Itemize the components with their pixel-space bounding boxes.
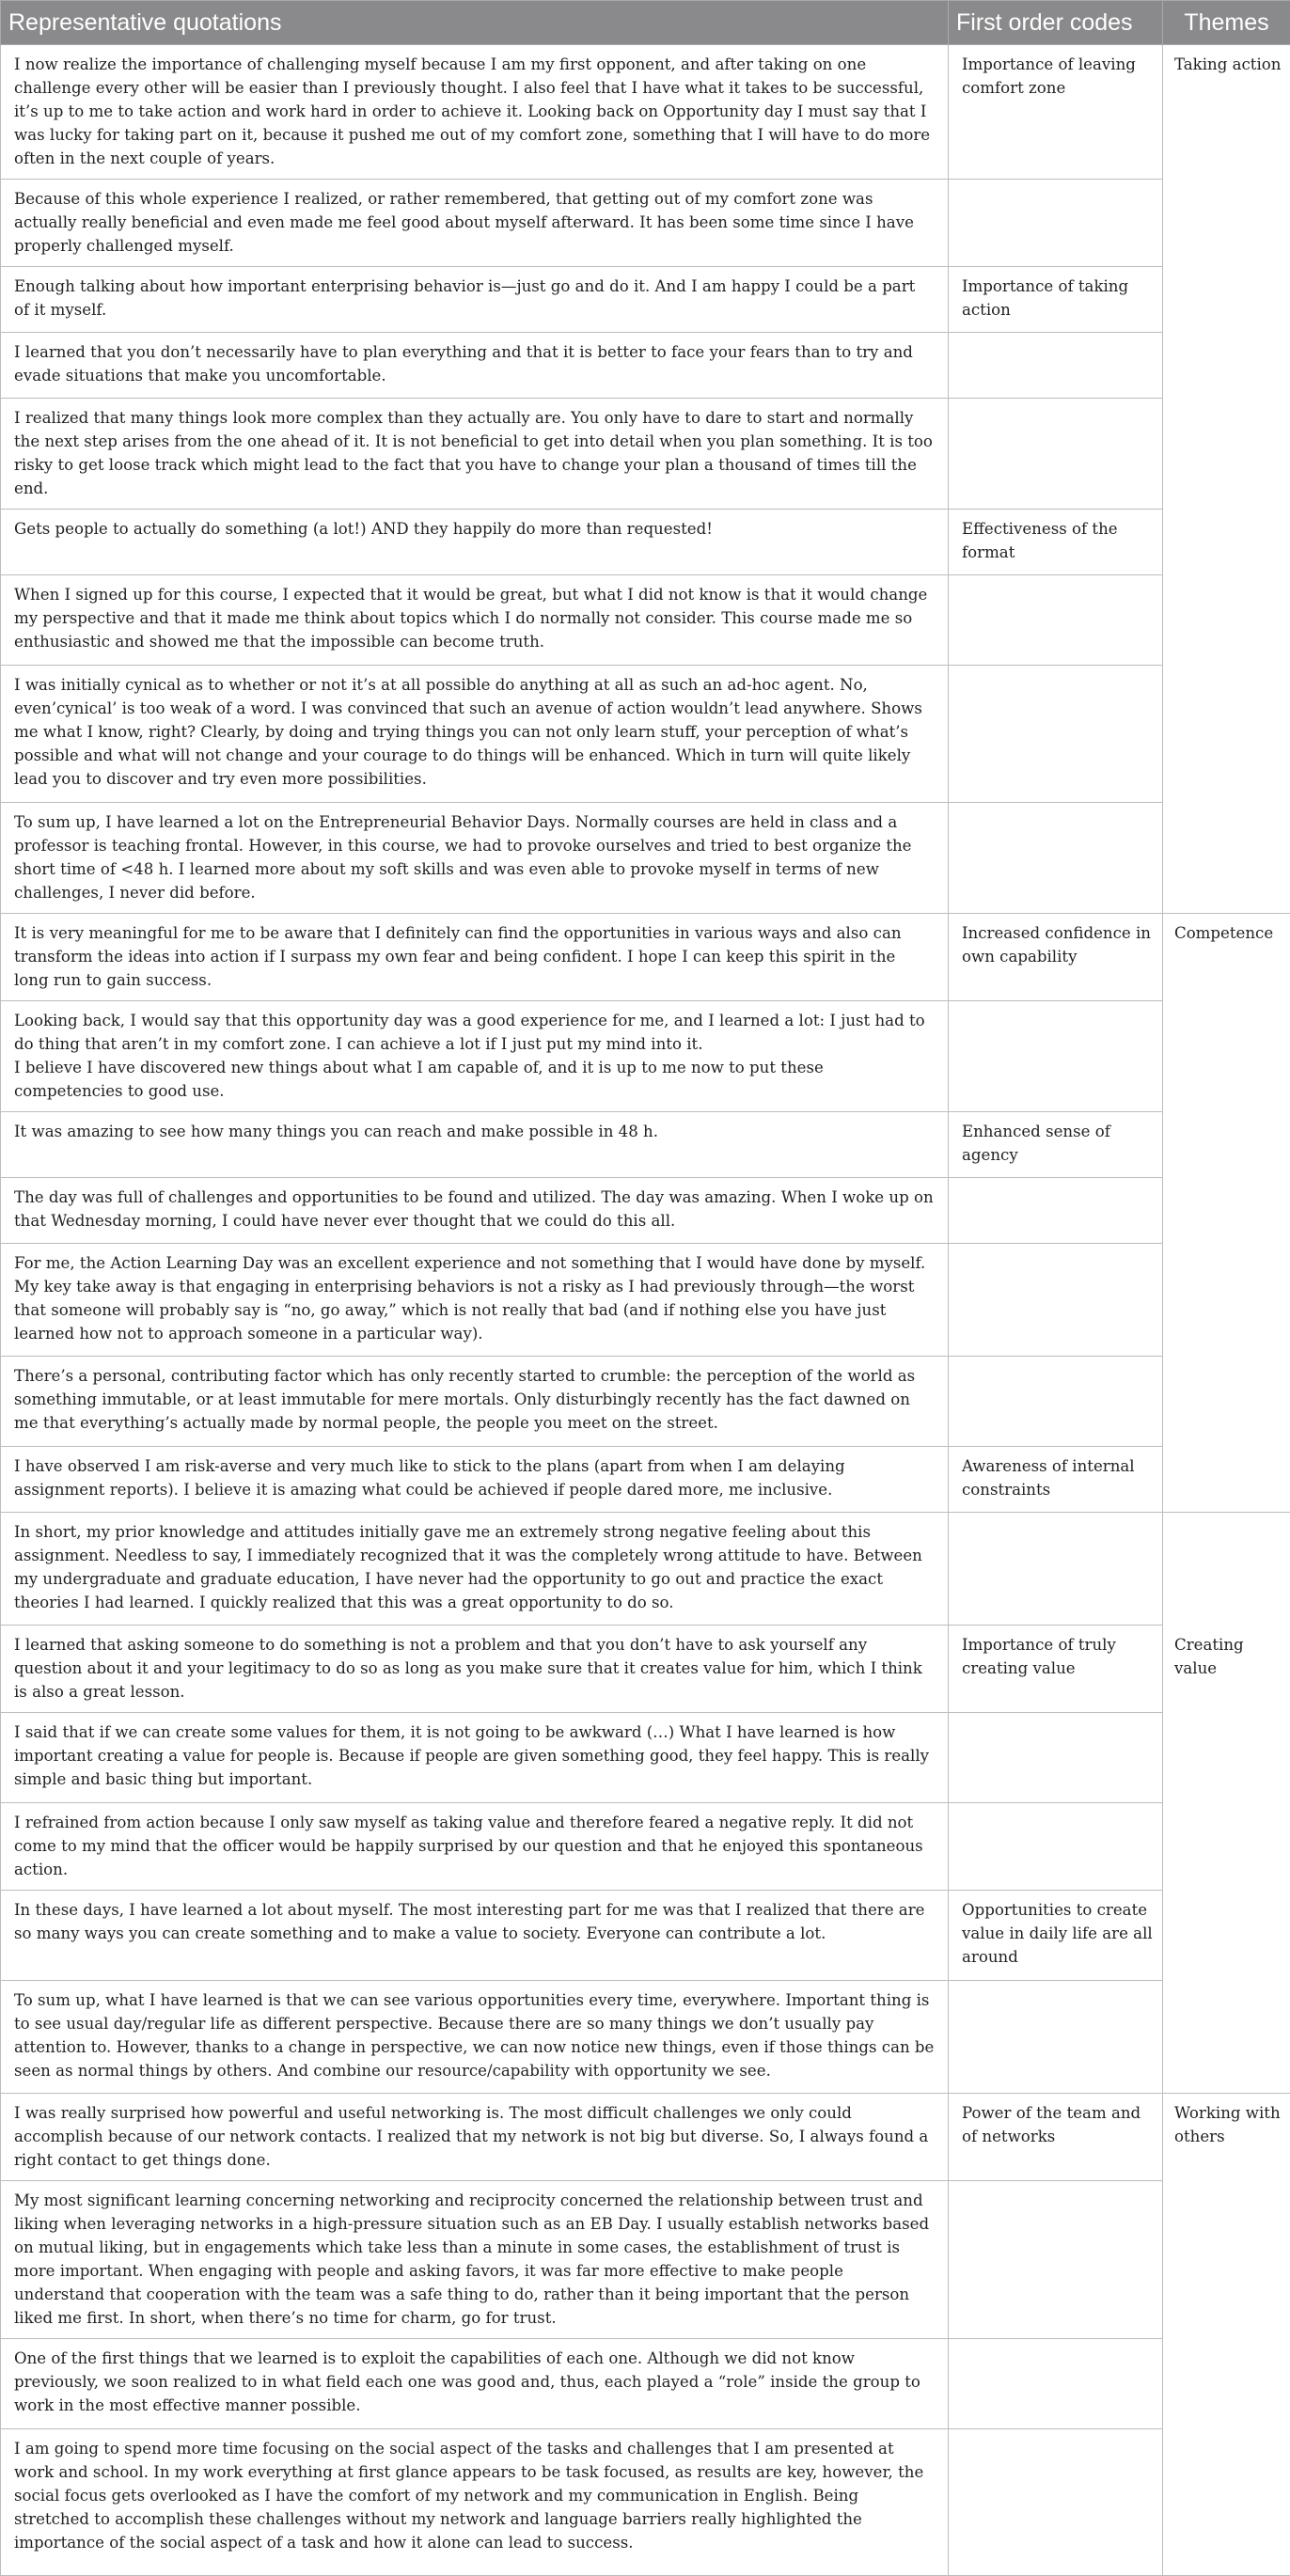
first-order-code-cell: [949, 1178, 1163, 1244]
quotation-cell: When I signed up for this course, I expected that it would be great, but what I did not know is that it would change my perspective and that it made me think about topics which I do normally not consider. This course made me so enthusiastic and showed me that the impossible can become truth.: [1, 575, 949, 666]
table-row: [1, 1447, 1290, 1513]
theme-cell: [1163, 1803, 1290, 1891]
quotation-cell: Looking back, I would say that this opportunity day was a good experience for me, and I learned a lot: I just had to do thing that aren’t in my comfort zone. I can achieve a lot if I just put my mind into it. I believe I have discovered new things about what I am capable of, and it is up to me now to put these competencies to good use.: [1, 1001, 949, 1112]
theme-cell: [1163, 333, 1290, 399]
first-order-code-cell: [949, 1001, 1163, 1112]
first-order-code-cell: [949, 1244, 1163, 1357]
table-row: [1, 803, 1290, 914]
quotation-cell: I said that if we can create some values for them, it is not going to be awkward (…) What I have learned is how important creating a value for people is. Because if people are given something good, they feel happy. This is really simple and basic thing but important.: [1, 1713, 949, 1803]
first-order-code-cell: [949, 575, 1163, 666]
first-order-code-cell: [949, 2339, 1163, 2429]
quotation-cell: I was initially cynical as to whether or not it’s at all possible do anything at all as such an ad-hoc agent. No, even’cynical’ is too weak of a word. I was convinced that such an avenue of action wouldn’t lead anywhere. Shows me what I know, right? Clearly, by doing and trying things you can not only learn stuff, your perception of what’s possible and what will not change and your courage to do things will be enhanced. Which in turn will quite likely lead you to discover and try even more possibilities.: [1, 666, 949, 803]
first-order-code-cell: Opportunities to create value in daily life are all around: [949, 1891, 1163, 1981]
quotation-cell: I refrained from action because I only saw myself as taking value and therefore feared a negative reply. It did not come to my mind that the officer would be happily surprised by our question and that he enjoyed this spontaneous action.: [1, 1803, 949, 1891]
table-row: [1, 914, 1290, 1001]
theme-cell: [1163, 1447, 1290, 1513]
quotation-cell: I learned that asking someone to do something is not a problem and that you don’t have to ask yourself any question about it and your legitimacy to do so as long as you make sure that it creates value for him, which I think is also a great lesson.: [1, 1626, 949, 1713]
theme-cell: Creating value: [1163, 1626, 1290, 1713]
first-order-code-cell: [949, 803, 1163, 914]
first-order-code-cell: Enhanced sense of agency: [949, 1112, 1163, 1178]
quotation-cell: To sum up, I have learned a lot on the Entrepreneurial Behavior Days. Normally courses are held in class and a professor is teaching frontal. However, in this course, we had to provoke ourselves and tried to best organize the short time of <48 h. I learned more about my soft skills and was even able to provoke myself in terms of new challenges, I never did before.: [1, 803, 949, 914]
table-header-row: [1, 1, 1290, 45]
table-row: [1, 1803, 1290, 1891]
quotation-cell: I learned that you don’t necessarily have to plan everything and that it is better to face your fears than to try and evade situations that make you uncomfortable.: [1, 333, 949, 399]
header-first-order-codes: First order codes: [949, 1, 1163, 45]
quotation-cell: I realized that many things look more complex than they actually are. You only have to dare to start and normally the next step arises from the one ahead of it. It is not beneficial to get into detail when you plan something. It is too risky to get loose track which might lead to the fact that you have to change your plan a thousand of times till the end.: [1, 399, 949, 510]
header-quotations: Representative quotations: [1, 1, 949, 45]
theme-cell: [1163, 1112, 1290, 1178]
table-row: [1, 1112, 1290, 1178]
table-row: [1, 666, 1290, 803]
theme-cell: Taking action: [1163, 45, 1290, 180]
table-row: [1, 267, 1290, 333]
quotation-cell: I was really surprised how powerful and useful networking is. The most difficult challenges we only could accomplish because of our network contacts. I realized that my network is not big but diverse. So, I always found a right contact to get things done.: [1, 2094, 949, 2181]
theme-cell: [1163, 267, 1290, 333]
theme-cell: Working with others: [1163, 2094, 1290, 2181]
theme-cell: [1163, 180, 1290, 267]
theme-cell: [1163, 510, 1290, 575]
first-order-code-cell: [949, 333, 1163, 399]
quotation-cell: Gets people to actually do something (a lot!) AND they happily do more than requested!: [1, 510, 949, 575]
table-row: [1, 575, 1290, 666]
theme-cell: [1163, 666, 1290, 803]
theme-cell: [1163, 2181, 1290, 2339]
quotation-cell: Because of this whole experience I realized, or rather remembered, that getting out of my comfort zone was actually really beneficial and even made me feel good about myself afterward. It has been some time since I have properly challenged myself.: [1, 180, 949, 267]
theme-cell: [1163, 399, 1290, 510]
theme-cell: [1163, 1891, 1290, 1981]
theme-cell: [1163, 575, 1290, 666]
quotation-cell: For me, the Action Learning Day was an excellent experience and not something that I would have done by myself. My key take away is that engaging in enterprising behaviors is not a risky as I had previously through—the worst that someone will probably say is “no, go away,” which is not really that bad (and if nothing else you have just learned how not to approach someone in a particular way).: [1, 1244, 949, 1357]
first-order-code-cell: [949, 2181, 1163, 2339]
first-order-code-cell: Importance of truly creating value: [949, 1626, 1163, 1713]
theme-cell: [1163, 2339, 1290, 2429]
theme-cell: [1163, 1513, 1290, 1626]
table-row: [1, 2181, 1290, 2339]
first-order-code-cell: [949, 1803, 1163, 1891]
quotation-cell: There’s a personal, contributing factor which has only recently started to crumble: the perception of the world as something immutable, or at least immutable for mere mortals. Only disturbingly recently has the fact dawned on me that everything’s actually made by normal people, the people you meet on the street.: [1, 1357, 949, 1447]
table-row: [1, 180, 1290, 267]
first-order-code-cell: Increased confidence in own capability: [949, 914, 1163, 1001]
table-row: [1, 1178, 1290, 1244]
quotation-cell: I now realize the importance of challenging myself because I am my first opponent, and after taking on one challenge every other will be easier than I previously thought. I also feel that I have what it takes to be successful, it’s up to me to take action and work hard in order to achieve it. Looking back on Opportunity day I must say that I was lucky for taking part on it, because it pushed me out of my comfort zone, something that I will have to do more often in the next couple of years.: [1, 45, 949, 180]
first-order-code-cell: Importance of taking action: [949, 267, 1163, 333]
table-row: [1, 2429, 1290, 2576]
first-order-code-cell: Effectiveness of the format: [949, 510, 1163, 575]
table-row: [1, 510, 1290, 575]
table-row: [1, 2339, 1290, 2429]
table-row: [1, 1891, 1290, 1981]
table-row: [1, 1981, 1290, 2094]
theme-cell: Competence: [1163, 914, 1290, 1001]
theme-cell: [1163, 1244, 1290, 1357]
quotation-cell: In these days, I have learned a lot about myself. The most interesting part for me was that I realized that there are so many ways you can create something and to make a value to society. Everyone can contribute a lot.: [1, 1891, 949, 1981]
first-order-code-cell: [949, 2429, 1163, 2576]
table-row: [1, 2094, 1290, 2181]
table-row: [1, 1513, 1290, 1626]
first-order-code-cell: Awareness of internal constraints: [949, 1447, 1163, 1513]
first-order-code-cell: [949, 1713, 1163, 1803]
first-order-code-cell: Importance of leaving comfort zone: [949, 45, 1163, 180]
table-row: [1, 333, 1290, 399]
first-order-code-cell: [949, 180, 1163, 267]
theme-cell: [1163, 803, 1290, 914]
quotation-cell: I have observed I am risk-averse and very much like to stick to the plans (apart from when I am delaying assignment reports). I believe it is amazing what could be achieved if people dared more, me inclusive.: [1, 1447, 949, 1513]
quotation-cell: My most significant learning concerning networking and reciprocity concerned the relationship between trust and liking when leveraging networks in a high-pressure situation such as an EB Day. I usually establish networks based on mutual liking, but in engagements which take less than a minute in some cases, the establishment of trust is more important. When engaging with people and asking favors, it was far more effective to make people understand that cooperation with the team was a safe thing to do, rather than it being important that the person liked me first. In short, when there’s no time for charm, go for trust.: [1, 2181, 949, 2339]
table-row: [1, 45, 1290, 180]
table-row: [1, 1001, 1290, 1112]
table-row: [1, 1626, 1290, 1713]
first-order-code-cell: [949, 1357, 1163, 1447]
theme-cell: [1163, 1001, 1290, 1112]
theme-cell: [1163, 1178, 1290, 1244]
quotation-cell: The day was full of challenges and opportunities to be found and utilized. The day was amazing. When I woke up on that Wednesday morning, I could have never ever thought that we could do this all.: [1, 1178, 949, 1244]
first-order-code-cell: Power of the team and of networks: [949, 2094, 1163, 2181]
quotation-cell: In short, my prior knowledge and attitudes initially gave me an extremely strong negative feeling about this assignment. Needless to say, I immediately recognized that it was the completely wrong attitude to have. Between my undergraduate and graduate education, I have never had the opportunity to go out and practice the exact theories I had learned. I quickly realized that this was a great opportunity to do so.: [1, 1513, 949, 1626]
quotation-cell: To sum up, what I have learned is that we can see various opportunities every time, everywhere. Important thing is to see usual day/regular life as different perspective. Because there are so many things we don’t usually pay attention to. However, thanks to a change in perspective, we can now notice new things, even if those things can be seen as normal things by others. And combine our resource/capability with opportunity we see.: [1, 1981, 949, 2094]
theme-cell: [1163, 2429, 1290, 2576]
table-row: [1, 1357, 1290, 1447]
first-order-code-cell: [949, 399, 1163, 510]
table-row: [1, 399, 1290, 510]
first-order-code-cell: [949, 666, 1163, 803]
theme-cell: [1163, 1357, 1290, 1447]
quotation-cell: One of the first things that we learned is to exploit the capabilities of each one. Although we did not know previously, we soon realized to in what field each one was good and, thus, each played a “role” inside the group to work in the most effective manner possible.: [1, 2339, 949, 2429]
quotation-cell: I am going to spend more time focusing on the social aspect of the tasks and challenges that I am presented at work and school. In my work everything at first glance appears to be task focused, as results are key, however, the social focus gets overlooked as I have the comfort of my network and my communication in English. Being stretched to accomplish these challenges without my network and language barriers really highlighted the importance of the social aspect of a task and how it alone can lead to success.: [1, 2429, 949, 2576]
quotation-cell: It was amazing to see how many things you can reach and make possible in 48 h.: [1, 1112, 949, 1178]
first-order-code-cell: [949, 1981, 1163, 2094]
header-themes: Themes: [1163, 1, 1290, 45]
table-row: [1, 1713, 1290, 1803]
quotation-cell: Enough talking about how important enterprising behavior is—just go and do it. And I am happy I could be a part of it myself.: [1, 267, 949, 333]
quotation-cell: It is very meaningful for me to be aware that I definitely can find the opportunities in various ways and also can transform the ideas into action if I surpass my own fear and being confident. I hope I can keep this spirit in the long run to gain success.: [1, 914, 949, 1001]
first-order-code-cell: [949, 1513, 1163, 1626]
theme-cell: [1163, 1981, 1290, 2094]
table-row: [1, 1244, 1290, 1357]
table-body: [1, 45, 1290, 2576]
theme-cell: [1163, 1713, 1290, 1803]
